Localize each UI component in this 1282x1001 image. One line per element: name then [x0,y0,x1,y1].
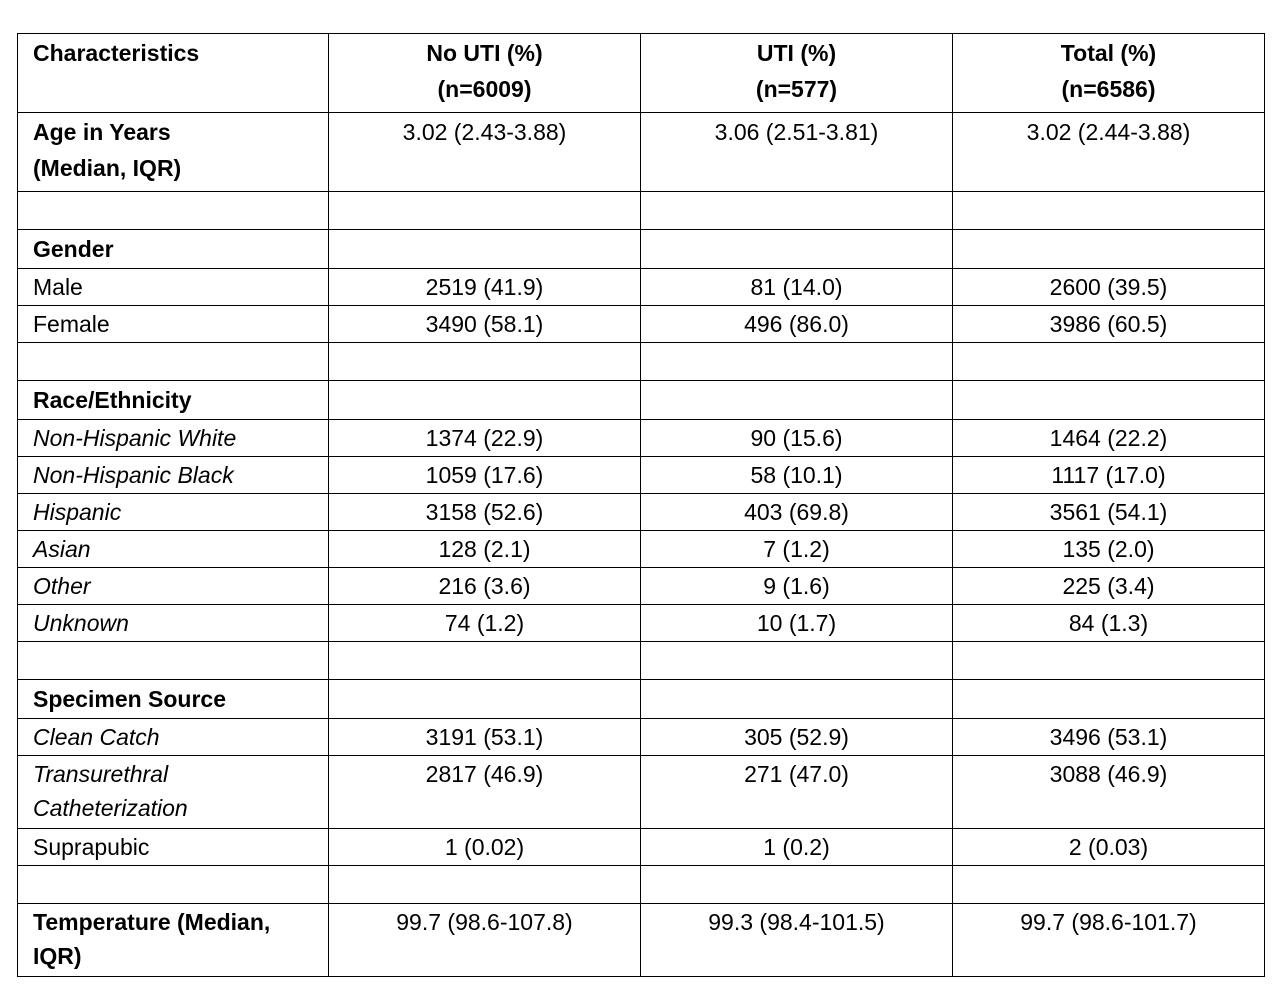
male-total: 2600 (39.5) [953,269,1265,306]
race-other-no-uti: 216 (3.6) [329,568,641,605]
empty-cell [641,680,953,719]
table-row-race-other [18,568,1265,605]
race-other-label: Other [18,568,329,605]
spacer-cell [329,642,641,680]
temperature-label-cell [18,904,329,977]
empty-cell [641,381,953,420]
female-uti: 496 (86.0) [641,306,953,343]
race-hispanic-no-uti: 3158 (52.6) [329,494,641,531]
empty-cell [641,230,953,269]
empty-cell [953,381,1265,420]
race-other-total: 225 (3.4) [953,568,1265,605]
race-white-total: 1464 (22.2) [953,420,1265,457]
gender-heading: Gender [18,230,329,269]
age-uti: 3.06 (2.51-3.81) [641,113,953,192]
temperature-total: 99.7 (98.6-101.7) [953,904,1265,977]
race-white-label: Non-Hispanic White [18,420,329,457]
clean-catch-total: 3496 (53.1) [953,719,1265,756]
specimen-heading: Specimen Source [18,680,329,719]
suprapubic-no-uti: 1 (0.02) [329,829,641,866]
empty-cell [953,680,1265,719]
table-row-suprapubic [18,829,1265,866]
characteristics-table [17,33,1265,977]
header-total-n: (n=6586) [1061,76,1156,102]
age-label-cell [18,113,329,192]
male-no-uti: 2519 (41.9) [329,269,641,306]
table-row-spacer [18,192,1265,230]
spacer-cell [641,343,953,381]
table-row-spacer [18,642,1265,680]
empty-cell [329,381,641,420]
spacer-cell [18,642,329,680]
header-no-uti [329,34,641,113]
female-total: 3986 (60.5) [953,306,1265,343]
empty-cell [329,680,641,719]
header-uti-label: UTI (%) [756,40,837,66]
race-other-uti: 9 (1.6) [641,568,953,605]
spacer-cell [641,642,953,680]
table-row-race-hispanic [18,494,1265,531]
header-no-uti-n: (n=6009) [437,76,532,102]
race-hispanic-total: 3561 (54.1) [953,494,1265,531]
table-row-race-heading [18,381,1265,420]
age-no-uti: 3.02 (2.43-3.88) [329,113,641,192]
empty-cell [329,230,641,269]
race-unknown-label: Unknown [18,605,329,642]
table-row-transurethral [18,756,1265,829]
table-row-temperature [18,904,1265,977]
race-black-uti: 58 (10.1) [641,457,953,494]
table-row-race-white [18,420,1265,457]
spacer-cell [953,192,1265,230]
spacer-cell [329,192,641,230]
table-row-female [18,306,1265,343]
age-total: 3.02 (2.44-3.88) [953,113,1265,192]
table-row-clean-catch [18,719,1265,756]
table-row-age [18,113,1265,192]
race-black-no-uti: 1059 (17.6) [329,457,641,494]
table-row-race-asian [18,531,1265,568]
spacer-cell [329,866,641,904]
header-uti [641,34,953,113]
suprapubic-uti: 1 (0.2) [641,829,953,866]
female-label: Female [18,306,329,343]
female-no-uti: 3490 (58.1) [329,306,641,343]
age-label-line2: (Median, IQR) [33,155,182,181]
spacer-cell [329,343,641,381]
race-unknown-no-uti: 74 (1.2) [329,605,641,642]
race-black-total: 1117 (17.0) [953,457,1265,494]
suprapubic-label: Suprapubic [18,829,329,866]
transurethral-label-line2: Catheterization [33,795,188,821]
spacer-cell [641,866,953,904]
transurethral-label-line1: Transurethral [33,761,169,787]
race-asian-label: Asian [18,531,329,568]
temperature-label-line2: IQR) [33,943,82,969]
spacer-cell [953,866,1265,904]
clean-catch-uti: 305 (52.9) [641,719,953,756]
table-row-spacer [18,866,1265,904]
spacer-cell [18,343,329,381]
header-no-uti-label: No UTI (%) [426,40,543,66]
age-label-line1: Age in Years [33,119,171,145]
temperature-uti: 99.3 (98.4-101.5) [641,904,953,977]
table-row-spacer [18,343,1265,381]
table-row-race-unknown [18,605,1265,642]
header-total [953,34,1265,113]
temperature-no-uti: 99.7 (98.6-107.8) [329,904,641,977]
transurethral-total: 3088 (46.9) [953,756,1265,829]
table-row-race-black [18,457,1265,494]
table-header-row [18,34,1265,113]
table-row-specimen-heading [18,680,1265,719]
transurethral-uti: 271 (47.0) [641,756,953,829]
race-asian-uti: 7 (1.2) [641,531,953,568]
header-characteristics-label: Characteristics [33,40,200,66]
spacer-cell [953,642,1265,680]
race-unknown-uti: 10 (1.7) [641,605,953,642]
male-uti: 81 (14.0) [641,269,953,306]
male-label: Male [18,269,329,306]
race-heading: Race/Ethnicity [18,381,329,420]
race-hispanic-label: Hispanic [18,494,329,531]
race-asian-no-uti: 128 (2.1) [329,531,641,568]
table-row-male [18,269,1265,306]
clean-catch-label: Clean Catch [18,719,329,756]
race-black-label: Non-Hispanic Black [18,457,329,494]
header-characteristics [18,34,329,113]
clean-catch-no-uti: 3191 (53.1) [329,719,641,756]
spacer-cell [18,192,329,230]
spacer-cell [641,192,953,230]
transurethral-no-uti: 2817 (46.9) [329,756,641,829]
suprapubic-total: 2 (0.03) [953,829,1265,866]
race-hispanic-uti: 403 (69.8) [641,494,953,531]
header-total-label: Total (%) [1060,40,1157,66]
race-white-uti: 90 (15.6) [641,420,953,457]
empty-cell [953,230,1265,269]
temperature-label-line1: Temperature (Median, [33,909,271,935]
race-asian-total: 135 (2.0) [953,531,1265,568]
transurethral-label-cell [18,756,329,829]
table-row-gender-heading [18,230,1265,269]
header-uti-n: (n=577) [755,76,838,102]
spacer-cell [953,343,1265,381]
spacer-cell [18,866,329,904]
race-white-no-uti: 1374 (22.9) [329,420,641,457]
race-unknown-total: 84 (1.3) [953,605,1265,642]
